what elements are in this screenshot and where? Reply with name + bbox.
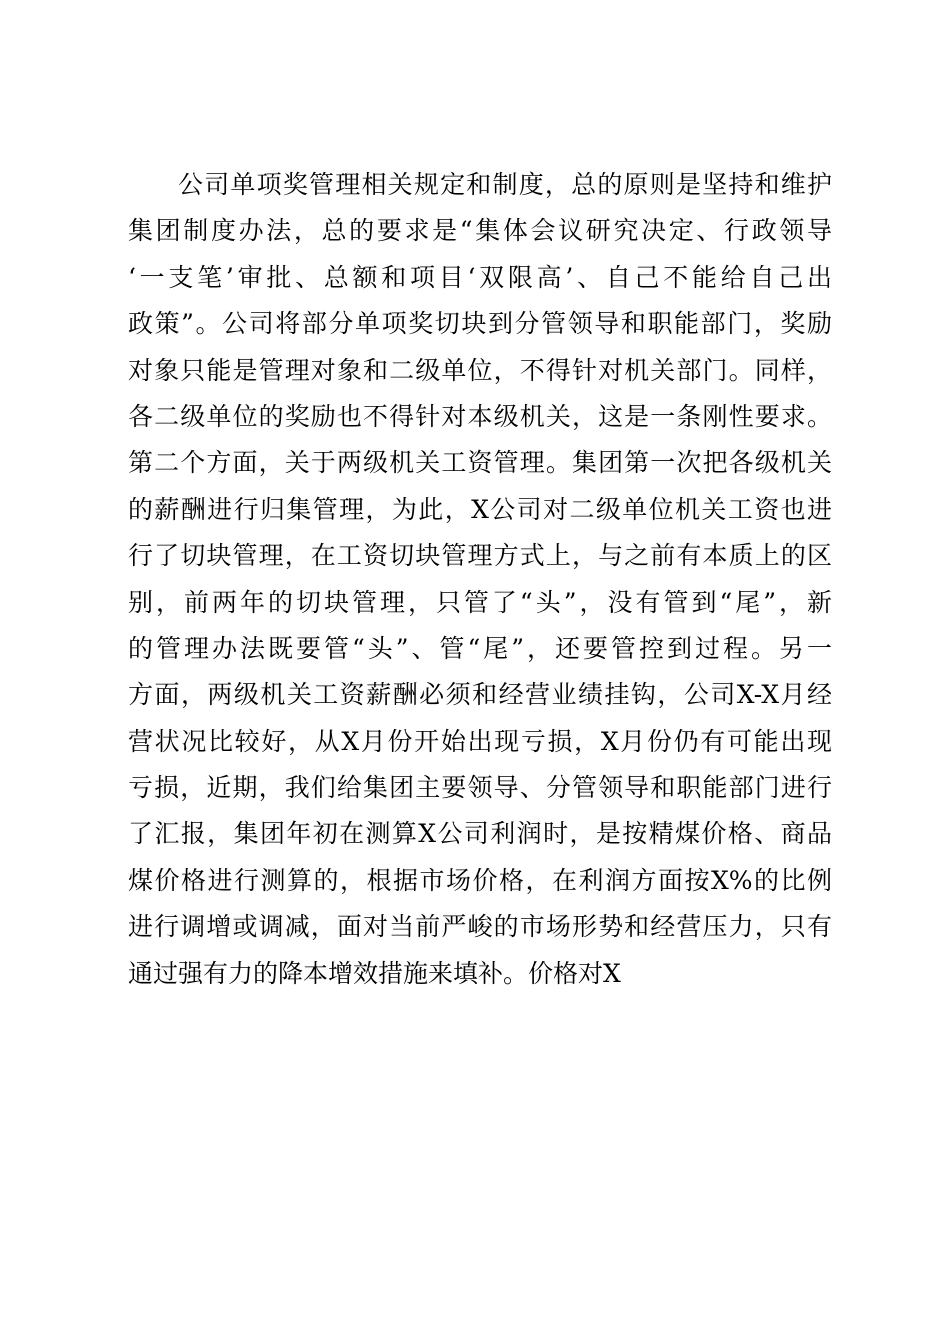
text-line: 营状况比较好，从X月份开始出现亏损，X月份仍有可能出现 — [128, 726, 832, 756]
text-line: 对象只能是管理对象和二级单位，不得针对机关部门。同样， — [128, 355, 832, 385]
text-line: 的管理办法既要管“头”、管“尾”，还要管控到过程。另一 — [128, 633, 832, 663]
text-line: 了汇报，集团年初在测算X公司利润时，是按精煤价格、商品 — [128, 819, 832, 849]
text-line: 公司单项奖管理相关规定和制度，总的原则是坚持和维护 — [178, 170, 832, 199]
text-line: 通过强有力的降本增效措施来填补。价格对X — [128, 958, 621, 988]
text-line: 各二级单位的奖励也不得针对本级机关，这是一条刚性要求。 — [128, 401, 832, 431]
text-line: 行了切块管理，在工资切块管理方式上，与之前有本质上的区 — [128, 541, 832, 571]
body-paragraph — [128, 162, 832, 997]
text-line: 第二个方面，关于两级机关工资管理。集团第一次把各级机关 — [128, 448, 832, 478]
text-line: 政策”。公司将部分单项奖切块到分管领导和职能部门，奖励 — [128, 309, 832, 339]
text-line: 集团制度办法，总的要求是“集体会议研究决定、行政领导 — [128, 216, 832, 246]
text-line: 煤价格进行测算的，根据市场价格，在利润方面按X%的比例 — [128, 865, 832, 895]
text-line: 的薪酬进行归集管理，为此，X公司对二级单位机关工资也进 — [128, 494, 832, 524]
text-line: 方面，两级机关工资薪酬必须和经营业绩挂钩，公司X-X月经 — [128, 680, 832, 710]
text-line: 进行调增或调减，面对当前严峻的市场形势和经营压力，只有 — [128, 912, 832, 942]
text-line: 亏损，近期，我们给集团主要领导、分管领导和职能部门进行 — [128, 773, 832, 803]
text-line: 别，前两年的切块管理，只管了“头”，没有管到“尾”，新 — [128, 587, 832, 617]
text-line: ‘一支笔’审批、总额和项目‘双限高’、自己不能给自己出 — [128, 262, 832, 292]
